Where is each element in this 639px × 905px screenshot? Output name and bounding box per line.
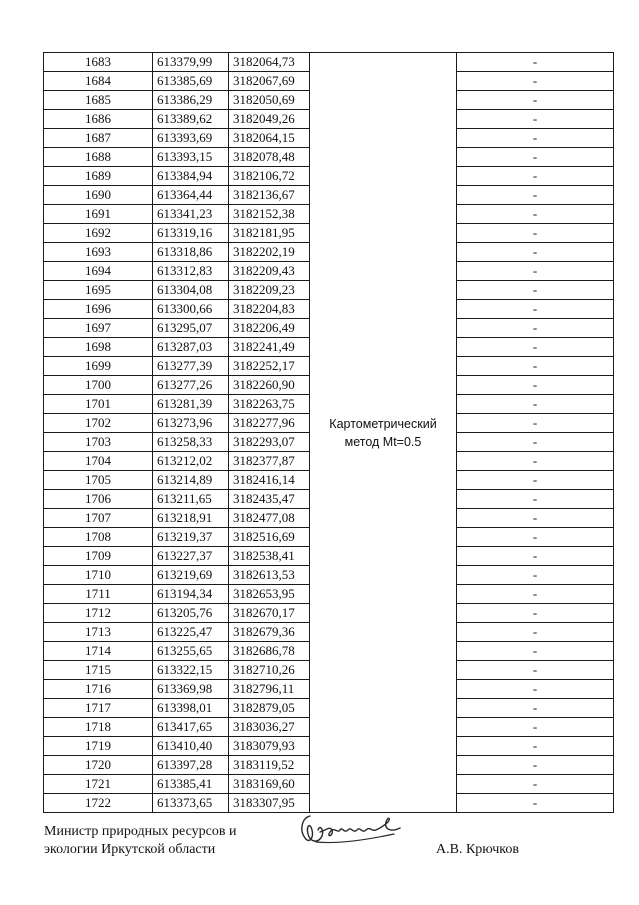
point-number-cell: 1683 bbox=[44, 53, 153, 72]
note-cell: - bbox=[457, 737, 614, 756]
note-cell: - bbox=[457, 414, 614, 433]
note-cell: - bbox=[457, 262, 614, 281]
note-cell: - bbox=[457, 110, 614, 129]
note-cell: - bbox=[457, 775, 614, 794]
point-number-cell: 1685 bbox=[44, 91, 153, 110]
y-coordinate-cell: 3183119,52 bbox=[229, 756, 310, 775]
point-number-cell: 1698 bbox=[44, 338, 153, 357]
x-coordinate-cell: 613304,08 bbox=[153, 281, 229, 300]
point-number-cell: 1690 bbox=[44, 186, 153, 205]
x-coordinate-cell: 613393,69 bbox=[153, 129, 229, 148]
point-number-cell: 1721 bbox=[44, 775, 153, 794]
point-number-cell: 1708 bbox=[44, 528, 153, 547]
note-cell: - bbox=[457, 566, 614, 585]
point-number-cell: 1709 bbox=[44, 547, 153, 566]
note-cell: - bbox=[457, 509, 614, 528]
note-cell: - bbox=[457, 91, 614, 110]
x-coordinate-cell: 613287,03 bbox=[153, 338, 229, 357]
point-number-cell: 1700 bbox=[44, 376, 153, 395]
y-coordinate-cell: 3182152,38 bbox=[229, 205, 310, 224]
note-cell: - bbox=[457, 756, 614, 775]
note-cell: - bbox=[457, 376, 614, 395]
y-coordinate-cell: 3183169,60 bbox=[229, 775, 310, 794]
x-coordinate-cell: 613194,34 bbox=[153, 585, 229, 604]
note-cell: - bbox=[457, 243, 614, 262]
y-coordinate-cell: 3182670,17 bbox=[229, 604, 310, 623]
y-coordinate-cell: 3182050,69 bbox=[229, 91, 310, 110]
x-coordinate-cell: 613295,07 bbox=[153, 319, 229, 338]
point-number-cell: 1702 bbox=[44, 414, 153, 433]
note-cell: - bbox=[457, 528, 614, 547]
note-cell: - bbox=[457, 129, 614, 148]
x-coordinate-cell: 613205,76 bbox=[153, 604, 229, 623]
point-number-cell: 1706 bbox=[44, 490, 153, 509]
x-coordinate-cell: 613410,40 bbox=[153, 737, 229, 756]
note-cell: - bbox=[457, 319, 614, 338]
note-cell: - bbox=[457, 490, 614, 509]
y-coordinate-cell: 3182686,78 bbox=[229, 642, 310, 661]
note-cell: - bbox=[457, 53, 614, 72]
point-number-cell: 1720 bbox=[44, 756, 153, 775]
note-cell: - bbox=[457, 148, 614, 167]
note-cell: - bbox=[457, 433, 614, 452]
point-number-cell: 1691 bbox=[44, 205, 153, 224]
x-coordinate-cell: 613385,41 bbox=[153, 775, 229, 794]
y-coordinate-cell: 3182538,41 bbox=[229, 547, 310, 566]
y-coordinate-cell: 3182653,95 bbox=[229, 585, 310, 604]
x-coordinate-cell: 613364,44 bbox=[153, 186, 229, 205]
y-coordinate-cell: 3182263,75 bbox=[229, 395, 310, 414]
point-number-cell: 1697 bbox=[44, 319, 153, 338]
note-cell: - bbox=[457, 224, 614, 243]
x-coordinate-cell: 613393,15 bbox=[153, 148, 229, 167]
x-coordinate-cell: 613389,62 bbox=[153, 110, 229, 129]
point-number-cell: 1719 bbox=[44, 737, 153, 756]
signatory-title-line-1: Министр природных ресурсов и bbox=[44, 824, 237, 839]
point-number-cell: 1686 bbox=[44, 110, 153, 129]
note-cell: - bbox=[457, 281, 614, 300]
y-coordinate-cell: 3182064,73 bbox=[229, 53, 310, 72]
point-number-cell: 1704 bbox=[44, 452, 153, 471]
x-coordinate-cell: 613225,47 bbox=[153, 623, 229, 642]
x-coordinate-cell: 613277,39 bbox=[153, 357, 229, 376]
y-coordinate-cell: 3182416,14 bbox=[229, 471, 310, 490]
point-number-cell: 1715 bbox=[44, 661, 153, 680]
x-coordinate-cell: 613417,65 bbox=[153, 718, 229, 737]
note-cell: - bbox=[457, 547, 614, 566]
y-coordinate-cell: 3182613,53 bbox=[229, 566, 310, 585]
x-coordinate-cell: 613322,15 bbox=[153, 661, 229, 680]
y-coordinate-cell: 3183307,95 bbox=[229, 794, 310, 813]
point-number-cell: 1712 bbox=[44, 604, 153, 623]
signatory-title bbox=[44, 823, 236, 859]
y-coordinate-cell: 3183079,93 bbox=[229, 737, 310, 756]
x-coordinate-cell: 613318,86 bbox=[153, 243, 229, 262]
note-cell: - bbox=[457, 642, 614, 661]
y-coordinate-cell: 3182241,49 bbox=[229, 338, 310, 357]
y-coordinate-cell: 3182209,23 bbox=[229, 281, 310, 300]
x-coordinate-cell: 613258,33 bbox=[153, 433, 229, 452]
coordinates-table bbox=[43, 52, 614, 813]
x-coordinate-cell: 613219,37 bbox=[153, 528, 229, 547]
y-coordinate-cell: 3182106,72 bbox=[229, 167, 310, 186]
note-cell: - bbox=[457, 585, 614, 604]
x-coordinate-cell: 613218,91 bbox=[153, 509, 229, 528]
y-coordinate-cell: 3182049,26 bbox=[229, 110, 310, 129]
y-coordinate-cell: 3182209,43 bbox=[229, 262, 310, 281]
y-coordinate-cell: 3182377,87 bbox=[229, 452, 310, 471]
y-coordinate-cell: 3182181,95 bbox=[229, 224, 310, 243]
x-coordinate-cell: 613385,69 bbox=[153, 72, 229, 91]
point-number-cell: 1687 bbox=[44, 129, 153, 148]
note-cell: - bbox=[457, 167, 614, 186]
x-coordinate-cell: 613312,83 bbox=[153, 262, 229, 281]
point-number-cell: 1692 bbox=[44, 224, 153, 243]
y-coordinate-cell: 3182879,05 bbox=[229, 699, 310, 718]
point-number-cell: 1703 bbox=[44, 433, 153, 452]
x-coordinate-cell: 613277,26 bbox=[153, 376, 229, 395]
x-coordinate-cell: 613214,89 bbox=[153, 471, 229, 490]
note-cell: - bbox=[457, 186, 614, 205]
y-coordinate-cell: 3182435,47 bbox=[229, 490, 310, 509]
x-coordinate-cell: 613273,96 bbox=[153, 414, 229, 433]
point-number-cell: 1713 bbox=[44, 623, 153, 642]
note-cell: - bbox=[457, 699, 614, 718]
y-coordinate-cell: 3182136,67 bbox=[229, 186, 310, 205]
x-coordinate-cell: 613300,66 bbox=[153, 300, 229, 319]
point-number-cell: 1710 bbox=[44, 566, 153, 585]
y-coordinate-cell: 3182679,36 bbox=[229, 623, 310, 642]
y-coordinate-cell: 3182477,08 bbox=[229, 509, 310, 528]
point-number-cell: 1693 bbox=[44, 243, 153, 262]
note-cell: - bbox=[457, 794, 614, 813]
y-coordinate-cell: 3182277,96 bbox=[229, 414, 310, 433]
x-coordinate-cell: 613341,23 bbox=[153, 205, 229, 224]
y-coordinate-cell: 3182260,90 bbox=[229, 376, 310, 395]
point-number-cell: 1695 bbox=[44, 281, 153, 300]
point-number-cell: 1718 bbox=[44, 718, 153, 737]
x-coordinate-cell: 613281,39 bbox=[153, 395, 229, 414]
x-coordinate-cell: 613386,29 bbox=[153, 91, 229, 110]
y-coordinate-cell: 3183036,27 bbox=[229, 718, 310, 737]
point-number-cell: 1694 bbox=[44, 262, 153, 281]
x-coordinate-cell: 613384,94 bbox=[153, 167, 229, 186]
y-coordinate-cell: 3182710,26 bbox=[229, 661, 310, 680]
note-cell: - bbox=[457, 338, 614, 357]
x-coordinate-cell: 613369,98 bbox=[153, 680, 229, 699]
point-number-cell: 1711 bbox=[44, 585, 153, 604]
note-cell: - bbox=[457, 661, 614, 680]
note-cell: - bbox=[457, 395, 614, 414]
note-cell: - bbox=[457, 452, 614, 471]
point-number-cell: 1705 bbox=[44, 471, 153, 490]
y-coordinate-cell: 3182204,83 bbox=[229, 300, 310, 319]
y-coordinate-cell: 3182252,17 bbox=[229, 357, 310, 376]
y-coordinate-cell: 3182516,69 bbox=[229, 528, 310, 547]
point-number-cell: 1716 bbox=[44, 680, 153, 699]
note-cell: - bbox=[457, 604, 614, 623]
x-coordinate-cell: 613211,65 bbox=[153, 490, 229, 509]
point-number-cell: 1707 bbox=[44, 509, 153, 528]
x-coordinate-cell: 613379,99 bbox=[153, 53, 229, 72]
table-body bbox=[44, 53, 614, 813]
table-row bbox=[44, 53, 614, 72]
x-coordinate-cell: 613319,16 bbox=[153, 224, 229, 243]
note-cell: - bbox=[457, 680, 614, 699]
point-number-cell: 1701 bbox=[44, 395, 153, 414]
point-number-cell: 1684 bbox=[44, 72, 153, 91]
point-number-cell: 1722 bbox=[44, 794, 153, 813]
y-coordinate-cell: 3182293,07 bbox=[229, 433, 310, 452]
handwritten-signature bbox=[296, 808, 408, 861]
x-coordinate-cell: 613398,01 bbox=[153, 699, 229, 718]
point-number-cell: 1714 bbox=[44, 642, 153, 661]
y-coordinate-cell: 3182064,15 bbox=[229, 129, 310, 148]
y-coordinate-cell: 3182796,11 bbox=[229, 680, 310, 699]
y-coordinate-cell: 3182202,19 bbox=[229, 243, 310, 262]
point-number-cell: 1696 bbox=[44, 300, 153, 319]
note-cell: - bbox=[457, 72, 614, 91]
x-coordinate-cell: 613219,69 bbox=[153, 566, 229, 585]
y-coordinate-cell: 3182067,69 bbox=[229, 72, 310, 91]
point-number-cell: 1688 bbox=[44, 148, 153, 167]
point-number-cell: 1717 bbox=[44, 699, 153, 718]
note-cell: - bbox=[457, 205, 614, 224]
x-coordinate-cell: 613397,28 bbox=[153, 756, 229, 775]
x-coordinate-cell: 613255,65 bbox=[153, 642, 229, 661]
note-cell: - bbox=[457, 471, 614, 490]
note-cell: - bbox=[457, 718, 614, 737]
note-cell: - bbox=[457, 357, 614, 376]
x-coordinate-cell: 613212,02 bbox=[153, 452, 229, 471]
point-number-cell: 1689 bbox=[44, 167, 153, 186]
x-coordinate-cell: 613227,37 bbox=[153, 547, 229, 566]
note-cell: - bbox=[457, 623, 614, 642]
signatory-title-line-2: экологии Иркутской области bbox=[44, 842, 216, 857]
x-coordinate-cell: 613373,65 bbox=[153, 794, 229, 813]
note-cell: - bbox=[457, 300, 614, 319]
method-cell: Картометрический метод Mt=0.5 bbox=[310, 53, 457, 813]
y-coordinate-cell: 3182206,49 bbox=[229, 319, 310, 338]
y-coordinate-cell: 3182078,48 bbox=[229, 148, 310, 167]
signatory-name: А.В. Крючков bbox=[436, 842, 519, 857]
point-number-cell: 1699 bbox=[44, 357, 153, 376]
